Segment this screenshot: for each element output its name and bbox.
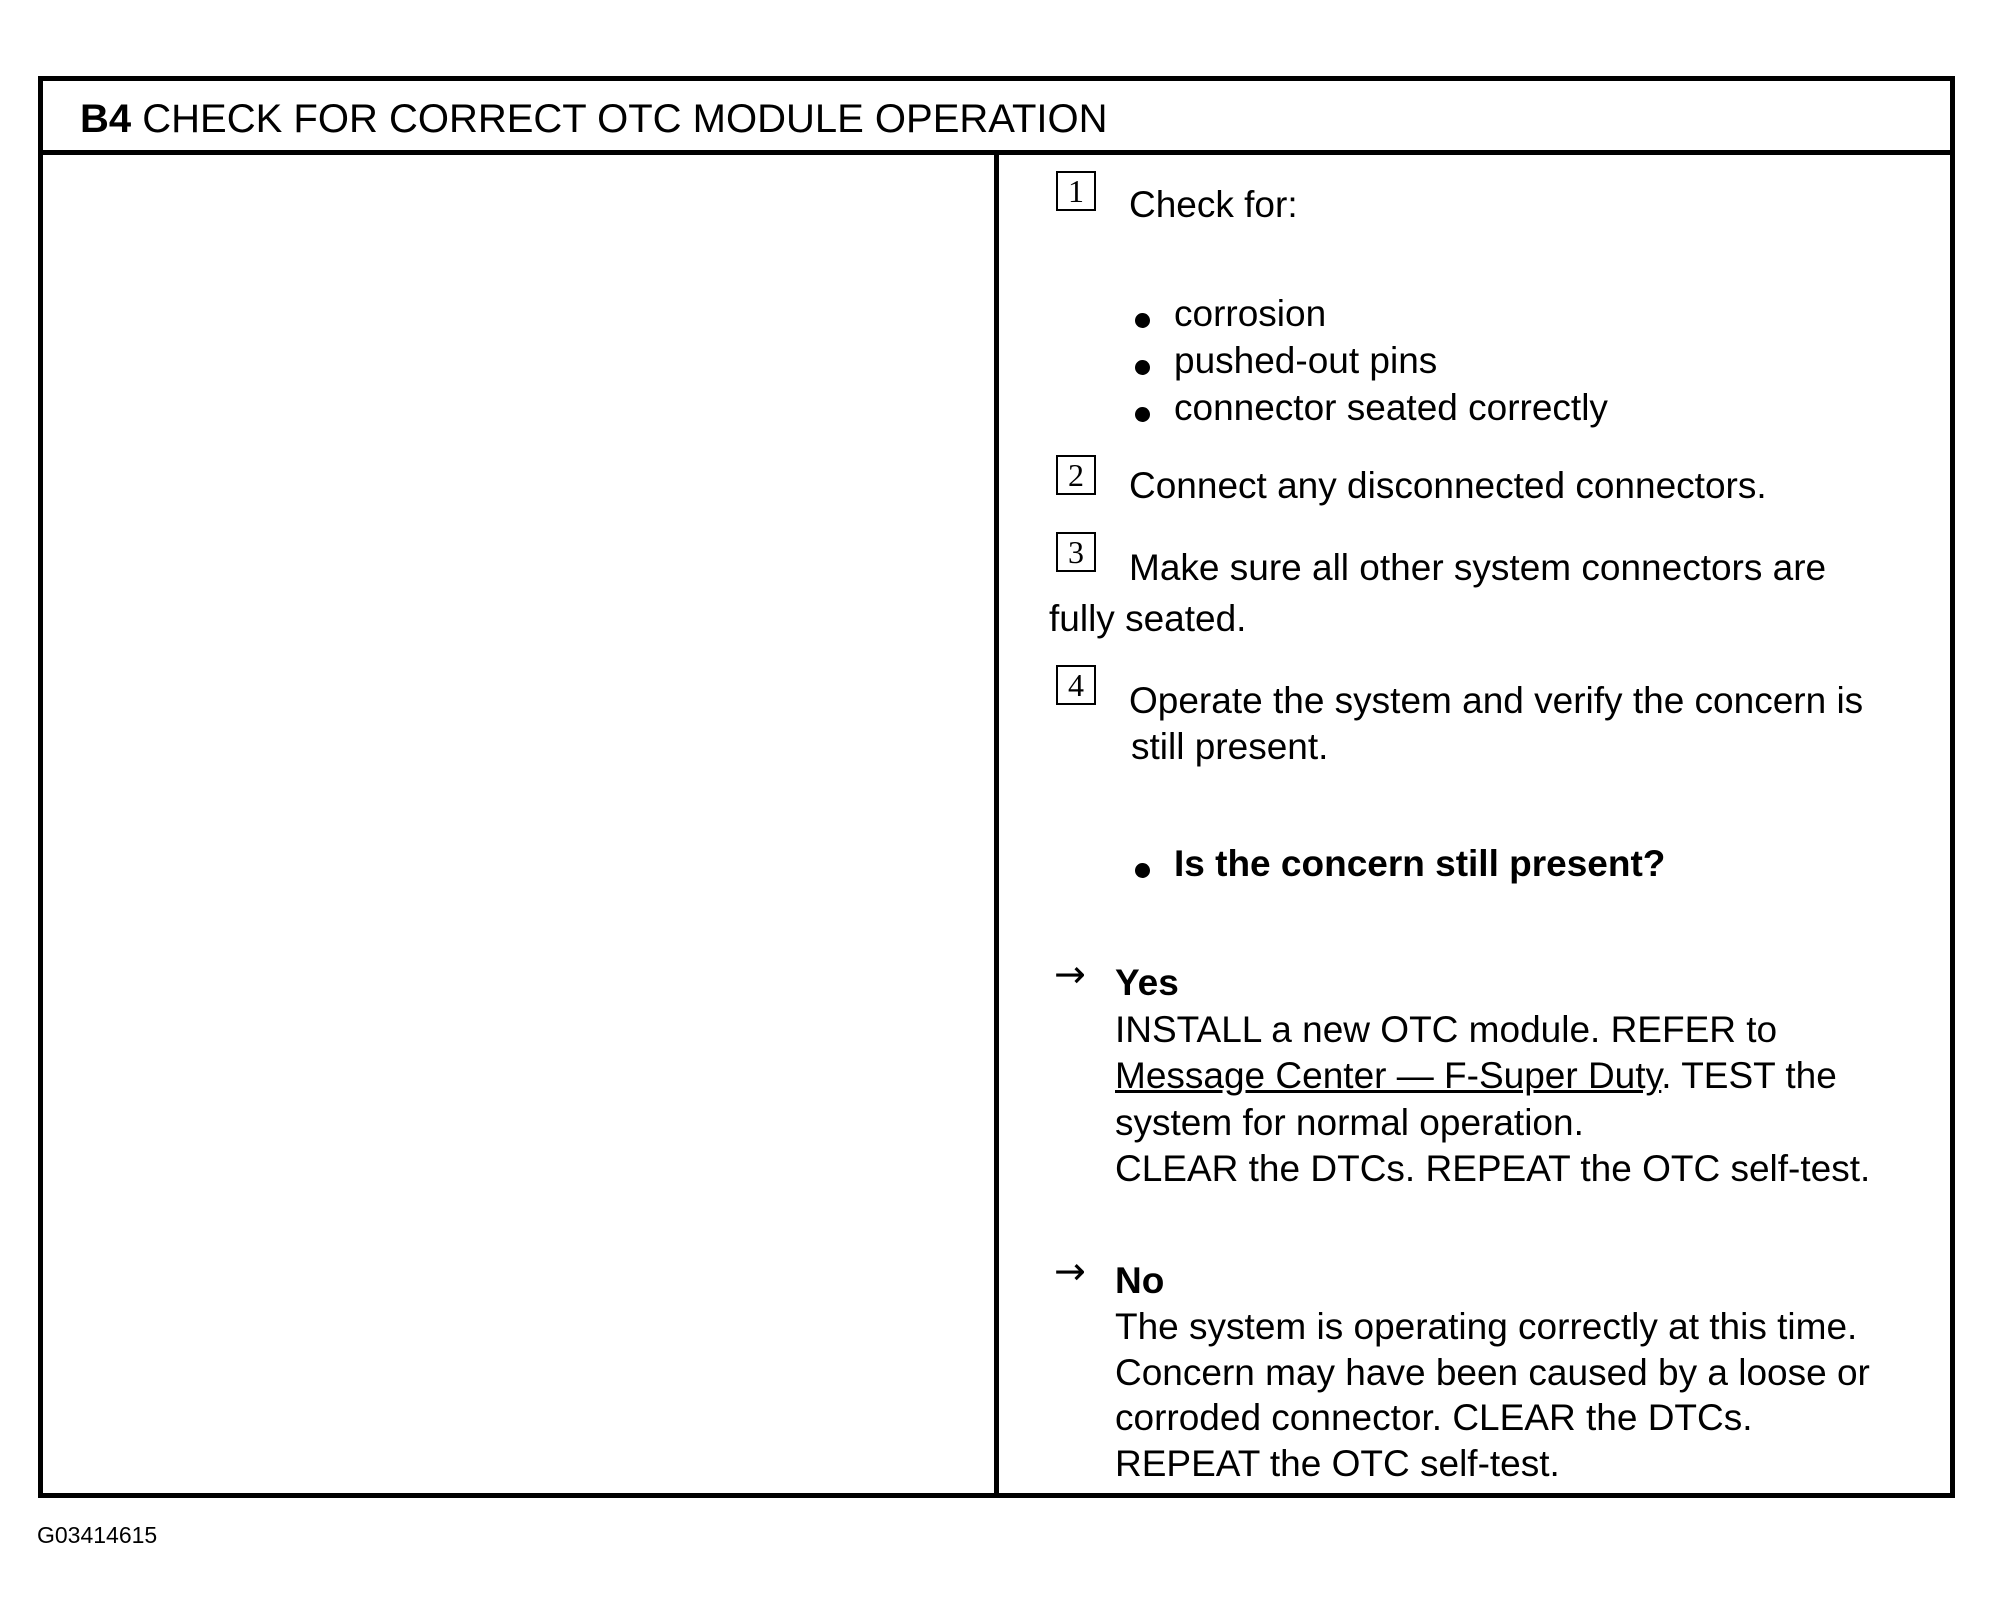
- no-text-line3: corroded connector. CLEAR the DTCs.: [1115, 1397, 1753, 1438]
- yes-text-line4: CLEAR the DTCs. REPEAT the OTC self-test.: [1115, 1148, 1871, 1189]
- yes-text-line1: INSTALL a new OTC module. REFER to: [1115, 1009, 1778, 1050]
- check-item-connector-seated: connector seated correctly: [1174, 387, 1608, 428]
- step-4-text-line1: Operate the system and verify the concern is: [1129, 680, 1864, 721]
- step-2-text: Connect any disconnected connectors.: [1129, 465, 1767, 506]
- no-text-line1: The system is operating correctly at this time.: [1115, 1306, 1858, 1347]
- yes-text-line2: [1115, 1054, 1837, 1098]
- step-number-box: 3: [1056, 532, 1096, 572]
- procedure-table: [38, 76, 1955, 1498]
- yes-text-line2-rest: . TEST the: [1661, 1055, 1837, 1096]
- bullet-icon: [1135, 313, 1150, 328]
- step-3-text-line1: Make sure all other system connectors are: [1129, 547, 1827, 588]
- check-item-corrosion: corrosion: [1174, 293, 1327, 334]
- arrow-right-icon: →: [1054, 1249, 1086, 1293]
- question-text: Is the concern still present?: [1174, 843, 1666, 884]
- step-1-text: Check for:: [1129, 184, 1298, 225]
- step-number-box: 1: [1056, 171, 1096, 211]
- bullet-icon: [1135, 407, 1150, 422]
- check-item-pushed-out-pins: pushed-out pins: [1174, 340, 1438, 381]
- step-number-box: 4: [1056, 665, 1096, 705]
- step-title: CHECK FOR CORRECT OTC MODULE OPERATION: [142, 97, 1108, 141]
- message-center-link[interactable]: Message Center — F-Super Duty: [1115, 1055, 1662, 1096]
- bullet-icon: [1135, 360, 1150, 375]
- no-text-line2: Concern may have been caused by a loose or: [1115, 1352, 1870, 1393]
- step-3-text-line2: fully seated.: [1049, 598, 1247, 639]
- step-code: B4: [80, 97, 132, 141]
- arrow-right-icon: →: [1054, 952, 1086, 996]
- step-number-box: 2: [1056, 455, 1096, 495]
- table-header: [43, 81, 1950, 155]
- yes-text-line3: system for normal operation.: [1115, 1102, 1584, 1143]
- no-label: No: [1115, 1260, 1165, 1301]
- no-text-line4: REPEAT the OTC self-test.: [1115, 1443, 1560, 1484]
- figure-id: G03414615: [37, 1522, 158, 1548]
- yes-label: Yes: [1115, 962, 1179, 1003]
- header-title: [80, 97, 1108, 141]
- illustration-cell: [43, 155, 994, 1493]
- step-4-text-line2: still present.: [1131, 726, 1329, 767]
- bullet-icon: [1135, 863, 1150, 878]
- instructions-cell: [999, 155, 1950, 1493]
